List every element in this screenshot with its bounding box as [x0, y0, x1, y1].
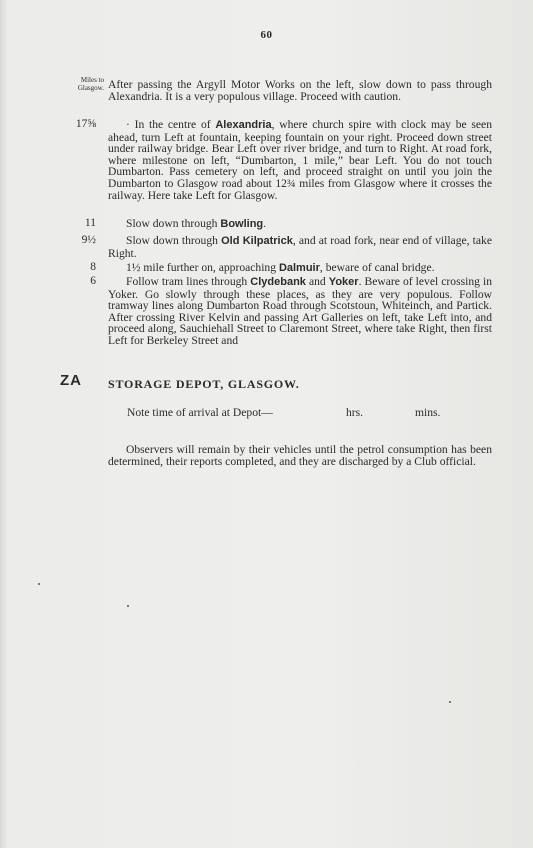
route-entry-5 [108, 276, 492, 347]
route-entry-3 [108, 235, 492, 259]
entry-text: After passing the Argyll Motor Works on the left, slow down to pass through Alexandria. It is a very populous village. Proceed with caution. [108, 78, 492, 103]
miles-value-5: 6 [90, 275, 96, 287]
place-name: Bowling [220, 218, 264, 230]
route-entry-4 [108, 262, 492, 275]
entry-text: and [305, 275, 329, 288]
route-entry-2 [108, 218, 492, 231]
miles-value-2: 11 [84, 217, 96, 229]
route-entry-1 [108, 119, 492, 201]
miles-header-line-1: Miles to [80, 76, 104, 84]
entry-text: , and at road fork, near end of village, take Right. [108, 234, 492, 260]
place-name: Clydebank [250, 276, 306, 288]
paper-speck [449, 701, 451, 703]
route-entry-0 [108, 79, 492, 102]
miles-value-4: 8 [90, 261, 96, 273]
page-number: 60 [260, 29, 273, 41]
paper-speck [38, 583, 40, 585]
entry-text: Follow tram lines through [126, 275, 251, 288]
section-title: STORAGE DEPOT, GLASGOW. [108, 377, 300, 391]
entry-text: Slow down through [126, 217, 221, 230]
entry-text: Slow down through [126, 234, 222, 247]
entry-text: 1½ mile further on, approaching [126, 261, 279, 274]
paper-speck [127, 605, 129, 607]
observers-paragraph: Observers will remain by their vehicles until the petrol consumption has been determined, their reports completed, and they are discharged by a Club official. [108, 443, 492, 468]
place-name: Alexandria [215, 119, 272, 131]
arrival-note: Note time of arrival at Depot— [127, 406, 273, 419]
place-name: Dalmuir [278, 262, 320, 274]
minutes-label: mins. [415, 406, 441, 419]
miles-value-3: 9½ [81, 234, 96, 246]
entry-text: . [263, 217, 267, 230]
entry-text: , beware of canal bridge. [319, 261, 435, 274]
entry-text: , where church spire with clock may be seen ahead, turn Left at fountain, keeping fountain on your right. Proceed down street under railway bridge. Bear Left over river bridge, and turn to Right. At road fork, where milestone on left, “Dumbarton, 1 mile,” bear Left. You do not touch Dumbarton. Pass cemetery on left, and proceed straight on until you join the Dumbarton to Glasgow road about 12¾ miles from Glasgow where it crosses the railway. Here take Left for Glasgow. [108, 118, 492, 202]
miles-value-1: 17⅝ [75, 118, 96, 130]
entry-text: . Beware of level crossing in Yoker. Go slowly through these places, as they are very populous. Follow tramway lines along Dumbarton Road through Scotstoun, Whiteinch, and Partick. After crossing River Kelvin and passing Art Galleries on left, take Left into, and proceed along, Sauchiehall Street to Claremont Street, where take Right, then first Left for Berkeley Street and [108, 275, 492, 347]
hours-label: hrs. [346, 406, 364, 419]
section-code: ZA [60, 372, 82, 389]
place-name: Yoker [328, 276, 359, 288]
miles-header-line-2: Glasgow. [77, 84, 104, 92]
miles-column-header [62, 76, 104, 92]
place-name: Old Kilpatrick [221, 235, 293, 247]
entry-text: · In the centre of [126, 118, 216, 131]
